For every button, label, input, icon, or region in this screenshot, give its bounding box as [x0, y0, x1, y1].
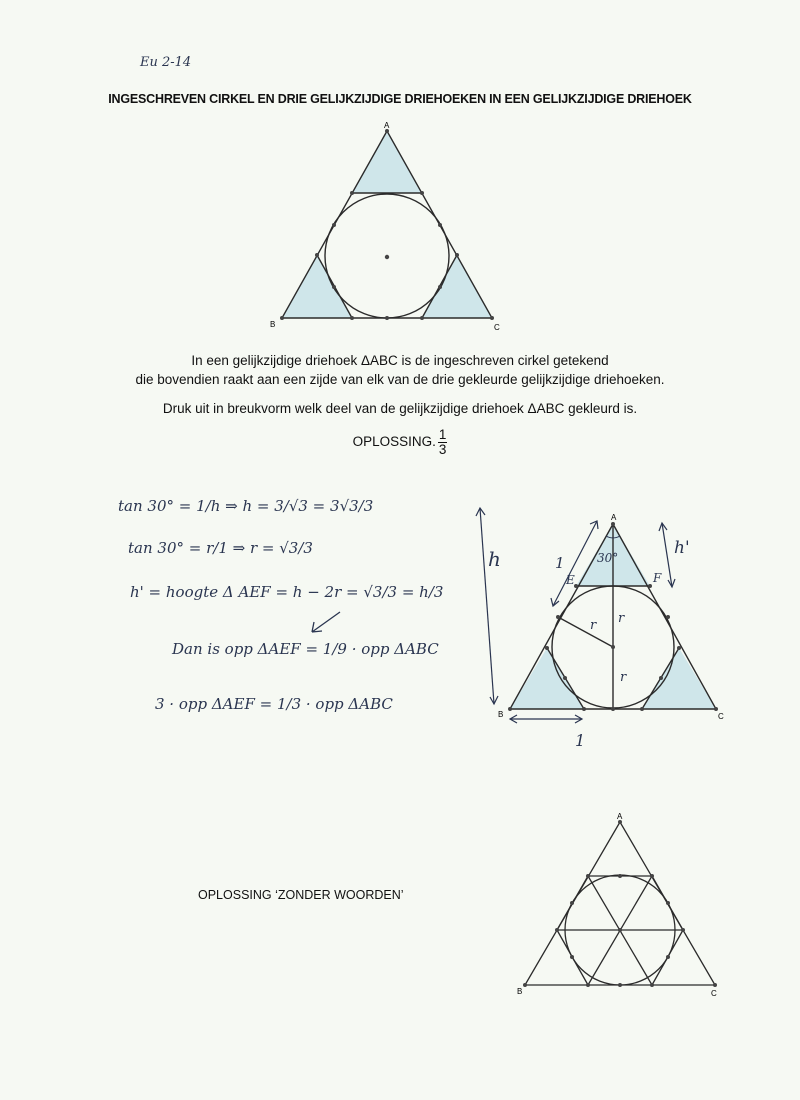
label-r-radius: r	[590, 618, 597, 633]
hand-line-5: 3 · opp ΔAEF = 1/3 · opp ΔABC	[155, 695, 393, 713]
hand-line-1: tan 30° = 1/h ⇒ h = 3/√3 = 3√3/3	[118, 497, 374, 515]
solution-numerator: 1	[438, 427, 447, 442]
label-f: F	[653, 571, 662, 585]
vertex-c: C	[711, 989, 717, 998]
label-h: h	[488, 547, 501, 571]
vertex-a: A	[384, 121, 390, 130]
vertex-a: A	[617, 812, 623, 821]
vertex-b: B	[517, 987, 523, 996]
solution-figure	[470, 498, 740, 760]
dimension-arrows	[476, 508, 675, 723]
vertex-c: C	[494, 323, 500, 332]
page-note: Eu 2-14	[140, 55, 192, 70]
label-h-prime: h'	[674, 538, 690, 558]
problem-line-1: In een gelijkzijdige driehoek ΔABC is de ingeschreven cirkel getekend	[191, 353, 609, 368]
wordless-label: OPLOSSING ‘ZONDER WOORDEN’	[198, 888, 404, 902]
vertex-a: A	[611, 513, 617, 522]
center-point	[385, 255, 389, 259]
solution-fraction	[438, 428, 448, 457]
shaded-triangles	[282, 131, 492, 318]
hand-line-2: tan 30° = r/1 ⇒ r = √3/3	[128, 539, 313, 557]
shaded-triangle-left	[510, 648, 584, 709]
page-title: INGESCHREVEN CIRKEL EN DRIE GELIJKZIJDIGE DRIEHOEKEN IN EEN GELIJKZIJDIGE DRIEHOEK	[108, 92, 692, 106]
angle-label: 30°	[597, 551, 619, 565]
solution-label: OPLOSSING.	[352, 434, 436, 450]
top-figure	[260, 118, 520, 333]
triangle-abc	[525, 822, 715, 985]
shaded-triangle-right	[642, 648, 716, 709]
vertex-b: B	[270, 320, 276, 329]
radius-line	[558, 617, 613, 647]
problem-line-3: Druk uit in breukvorm welk deel van de gelijkzijdige driehoek ΔABC gekleurd is.	[162, 401, 638, 416]
label-e: E	[566, 573, 575, 587]
label-r-upper: r	[618, 611, 625, 626]
solution	[0, 428, 800, 457]
problem-line-2: die bovendien raakt aan een zijde van elk van de drie gekleurde gelijkzijdige driehoeken.	[135, 372, 665, 387]
label-one-base: 1	[575, 731, 586, 750]
solution-denominator: 3	[438, 442, 447, 457]
hand-arrow	[300, 608, 350, 638]
hand-line-4: Dan is opp ΔAEF = 1/9 · opp ΔABC	[172, 640, 439, 658]
vertex-b: B	[498, 710, 504, 719]
label-one-side: 1	[555, 554, 565, 572]
label-r-lower: r	[620, 670, 627, 685]
hand-line-3: h' = hoogte Δ AEF = h − 2r = √3/3 = h/3	[130, 583, 444, 601]
shaded-triangle-right	[422, 255, 492, 318]
shaded-triangle-top	[352, 131, 422, 193]
shaded-triangle-left	[282, 255, 352, 318]
vertex-c: C	[718, 712, 724, 721]
wordless-figure	[515, 810, 725, 1000]
